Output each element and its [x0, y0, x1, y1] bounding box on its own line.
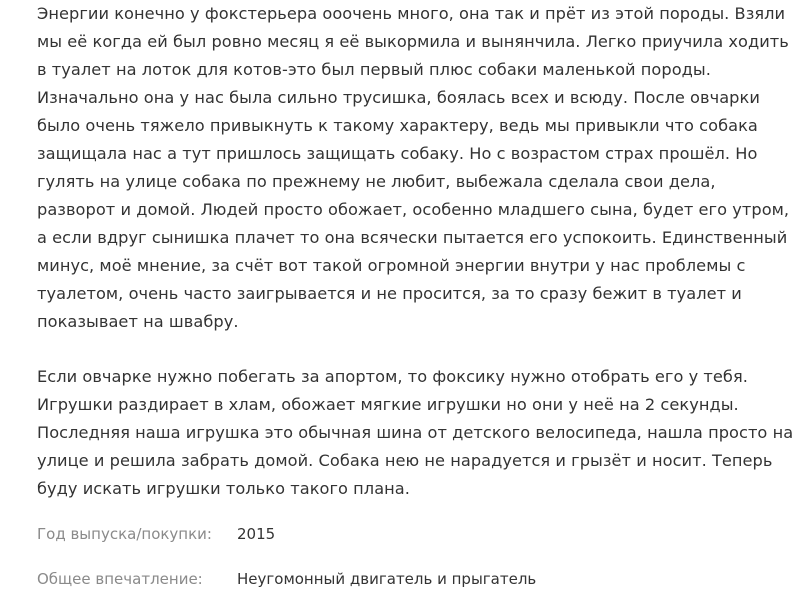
paragraph-line: туалетом, очень часто заигрывается и не просится, за то сразу бежит в туалет и	[37, 284, 742, 303]
year-label: Год выпуска/покупки:	[37, 525, 212, 543]
paragraph-line: гулять на улице собака по прежнему не любит, выбежала сделала свои дела,	[37, 172, 716, 191]
review-paragraph-1	[37, 0, 789, 336]
paragraph-line: Если овчарке нужно побегать за апортом, то фоксику нужно отобрать его у тебя.	[37, 367, 748, 386]
paragraph-line: Игрушки раздирает в хлам, обожает мягкие игрушки но они у неё на 2 секунды.	[37, 395, 739, 414]
impression-value: Неугомонный двигатель и прыгатель	[237, 570, 537, 588]
paragraph-line: показывает на швабру.	[37, 312, 239, 331]
paragraph-line: Изначально она у нас была сильно трусишка, боялась всех и всюду. После овчарки	[37, 88, 760, 107]
paragraph-line: Энергии конечно у фокстерьера ооочень много, она так и прёт из этой породы. Взяли	[37, 4, 786, 23]
paragraph-line: разворот и домой. Людей просто обожает, особенно младшего сына, будет его утром,	[37, 200, 790, 219]
paragraph-line: в туалет на лоток для котов-это был первый плюс собаки маленькой породы.	[37, 60, 711, 79]
paragraph-line: мы её когда ей был ровно месяц я её выкормила и вынянчила. Легко приучила ходить	[37, 32, 789, 51]
year-value: 2015	[237, 525, 276, 543]
impression-label: Общее впечатление:	[37, 570, 203, 588]
paragraph-line: было очень тяжело привыкнуть к такому характеру, ведь мы привыкли что собака	[37, 116, 758, 135]
paragraph-line: минус, моё мнение, за счёт вот такой огромной энергии внутри у нас проблемы с	[37, 256, 746, 275]
paragraph-line: улице и решила забрать домой. Собака нею не нарадуется и грызёт и носит. Теперь	[37, 451, 773, 470]
review-paragraph-2	[37, 363, 793, 503]
paragraph-line: а если вдруг сынишка плачет то она всячески пытается его успокоить. Единственный	[37, 228, 788, 247]
paragraph-line: буду искать игрушки только такого плана.	[37, 479, 410, 498]
paragraph-line: защищала нас а тут пришлось защищать собаку. Но с возрастом страх прошёл. Но	[37, 144, 758, 163]
paragraph-line: Последняя наша игрушка это обычная шина от детского велосипеда, нашла просто на	[37, 423, 794, 442]
